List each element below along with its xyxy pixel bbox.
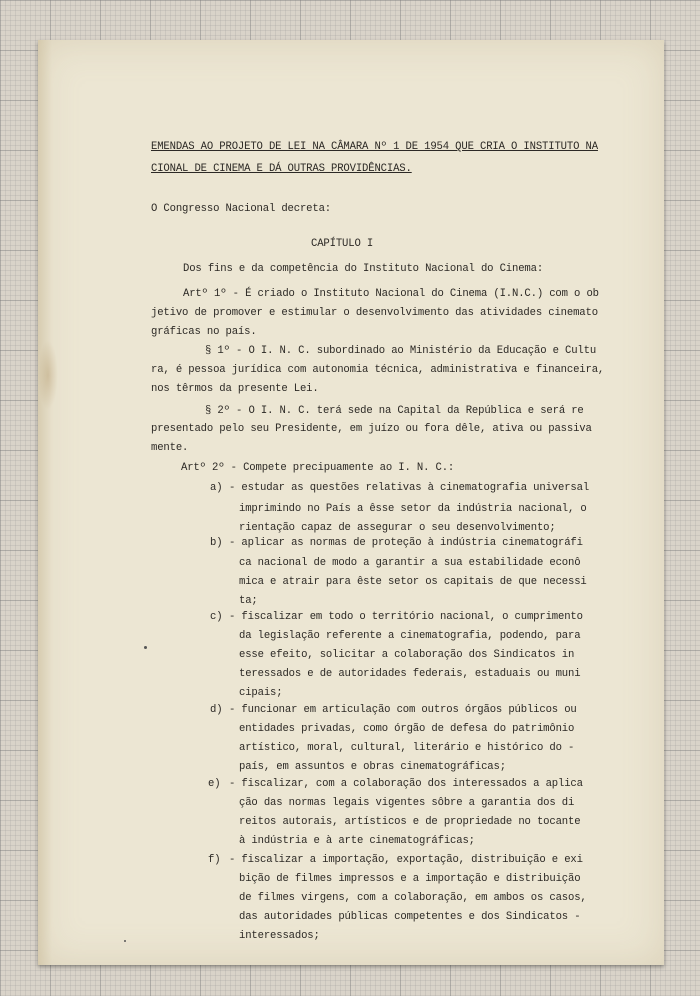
typewritten-page — [38, 40, 664, 965]
chapter-heading: CAPÍTULO I — [311, 238, 374, 250]
item-line: rientação capaz de assegurar o seu desenvolvimento; — [239, 522, 556, 534]
item-line: - funcionar em articulação com outros órgãos públicos ou — [229, 704, 577, 716]
item-line: à indústria e à arte cinematográficas; — [239, 835, 475, 847]
item-line: - estudar as questões relativas à cinematografia universal — [229, 482, 590, 494]
decree-line: O Congresso Nacional decreta: — [151, 203, 332, 215]
item-line: bição de filmes impressos e a importação e distribuição — [239, 873, 581, 885]
par2-line: presentado pelo seu Presidente, em juízo ou fora dêle, ativa ou passiva — [151, 423, 592, 435]
item-line: das autoridades públicas competentes e dos Sindicatos - — [239, 911, 581, 923]
item-line: cipais; — [239, 687, 283, 699]
item-line: - fiscalizar em todo o território nacional, o cumprimento — [229, 611, 583, 623]
item-line: mica e atrair para êste setor os capitais de que necessi — [239, 576, 587, 588]
art2-heading: Artº 2º - Compete precipuamente ao I. N. C.: — [181, 462, 455, 474]
art1-line: gráficas no país. — [151, 326, 257, 338]
item-line: de filmes virgens, com a colaboração, em ambos os casos, — [239, 892, 587, 904]
item-line: - fiscalizar a importação, exportação, distribuição e exi — [229, 854, 583, 866]
item-line: reitos autorais, artísticos e de propriedade no tocante — [239, 816, 581, 828]
item-line: da legislação referente a cinematografia, podendo, para — [239, 630, 581, 642]
par1-line: ra, é pessoa jurídica com autonomia técnica, administrativa e financeira, — [151, 364, 605, 376]
art1-line: Artº 1º - É criado o Instituto Nacional do Cinema (I.N.C.) com o ob — [183, 288, 599, 300]
paper-stain — [38, 340, 58, 410]
item-line: - fiscalizar, com a colaboração dos interessados a aplica — [229, 778, 583, 790]
item-line: ca nacional de modo a garantir a sua estabilidade econô — [239, 557, 581, 569]
par2-line: § 2º - O I. N. C. terá sede na Capital da República e será re — [205, 405, 584, 417]
item-line: imprimindo no País a êsse setor da indústria nacional, o — [239, 503, 587, 515]
ink-speck — [124, 940, 126, 942]
par1-line: § 1º - O I. N. C. subordinado ao Ministério da Educação e Cultu — [205, 345, 597, 357]
item-line: entidades privadas, como órgão de defesa do patrimônio — [239, 723, 575, 735]
par1-line: nos têrmos da presente Lei. — [151, 383, 319, 395]
item-line: teressados e de autoridades federais, estaduais ou muni — [239, 668, 581, 680]
item-letter: d) — [210, 704, 223, 716]
item-letter: a) — [210, 482, 223, 494]
document-title-line1: EMENDAS AO PROJETO DE LEI NA CÂMARA Nº 1 DE 1954 QUE CRIA O INSTITUTO NA — [151, 141, 598, 153]
document-title-line2: CIONAL DE CINEMA E DÁ OUTRAS PROVIDÊNCIAS. — [151, 163, 412, 175]
item-letter: b) — [210, 537, 223, 549]
item-line: país, em assuntos e obras cinematográficas; — [239, 761, 506, 773]
art1-line: jetivo de promover e estimular o desenvolvimento das atividades cinemato — [151, 307, 598, 319]
item-line: ta; — [239, 595, 258, 607]
chapter-subtitle: Dos fins e da competência do Instituto Nacional do Cinema: — [183, 263, 544, 275]
item-line: ção das normas legais vigentes sôbre a garantia dos di — [239, 797, 575, 809]
par2-line: mente. — [151, 442, 189, 454]
item-line: esse efeito, solicitar a colaboração dos Sindicatos in — [239, 649, 575, 661]
item-line: - aplicar as normas de proteção à indústria cinematográfi — [229, 537, 583, 549]
item-line: interessados; — [239, 930, 320, 942]
ink-speck — [144, 646, 147, 649]
item-letter: c) — [210, 611, 223, 623]
item-line: artístico, moral, cultural, literário e histórico do - — [239, 742, 575, 754]
item-letter: f) — [208, 854, 221, 866]
item-letter: e) — [208, 778, 221, 790]
